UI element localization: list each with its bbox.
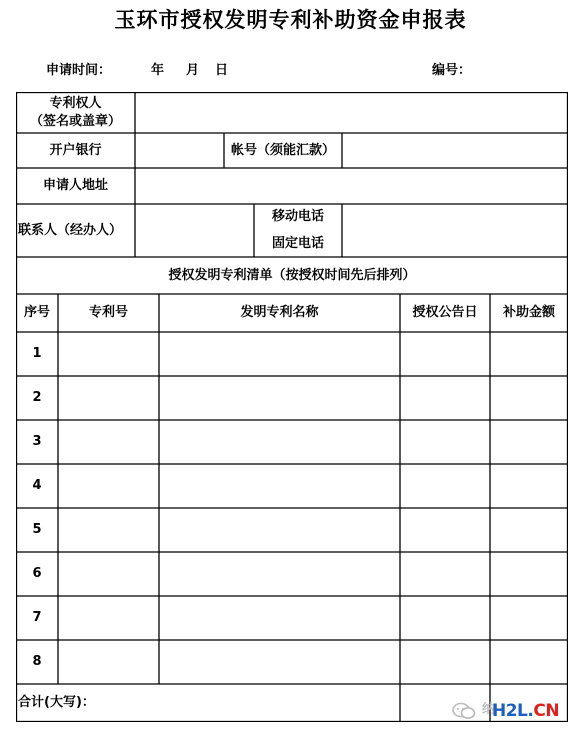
h2l-logo [492, 701, 559, 721]
patentee-label [16, 92, 135, 133]
row-number: 6 [32, 566, 42, 581]
serial-number-label: 编号： [432, 63, 472, 78]
account-field[interactable] [342, 133, 568, 168]
column-header-subsidy-amount: 补助金额 [502, 305, 555, 320]
contact-field[interactable] [135, 204, 254, 257]
wechat-icon [452, 702, 476, 720]
contact-label: 联系人（经办人） [18, 222, 123, 238]
column-header-index: 序号 [23, 305, 50, 320]
phone-field[interactable] [342, 204, 568, 257]
account-label: 帐号（须能汇款） [230, 142, 335, 158]
row-number: 8 [32, 654, 42, 669]
row-number: 7 [32, 610, 42, 625]
mobile-label: 移动电话 [271, 209, 324, 224]
landline-label: 固定电话 [271, 236, 324, 251]
watermark-text: 纳 [482, 702, 496, 717]
apply-date-label: 申请时间： [46, 63, 112, 78]
year-label: 年 [151, 63, 165, 78]
row-number: 1 [32, 346, 42, 361]
column-header-patent-number: 专利号 [88, 305, 128, 320]
column-header-patent-name: 发明专利名称 [240, 305, 319, 320]
day-label: 日 [215, 63, 229, 78]
address-field[interactable] [135, 168, 568, 204]
form-title: 玉环市授权发明专利补助资金申报表 [114, 7, 467, 32]
bank-field[interactable] [135, 133, 224, 168]
site-watermark [446, 696, 576, 724]
month-label: 月 [186, 63, 200, 78]
address-label: 申请人地址 [42, 178, 108, 193]
row-number: 5 [32, 522, 42, 537]
logo-h2l: H2L [492, 701, 528, 721]
row-number: 2 [32, 390, 42, 405]
total-in-words-label: 合计(大写)： [18, 695, 95, 710]
patent-list-title: 授权发明专利清单（按授权时间先后排列） [168, 267, 416, 283]
row-number: 3 [32, 434, 42, 449]
patentee-label-line1: 专利权人 [49, 95, 102, 111]
logo-cn: CN [533, 701, 560, 721]
application-form-grid [16, 92, 568, 722]
column-header-grant-date: 授权公告日 [412, 305, 478, 320]
bank-label: 开户银行 [49, 142, 102, 158]
logo-dot: . [527, 701, 534, 721]
row-number: 4 [32, 478, 42, 493]
patentee-label-line2: （签名或盖章） [29, 113, 121, 129]
patentee-field[interactable] [135, 92, 568, 133]
